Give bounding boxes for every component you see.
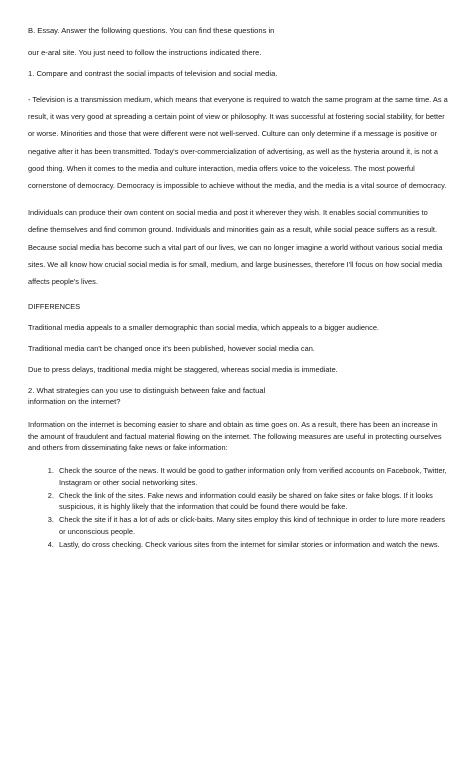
measure-item-2: 2. Check the link of the sites. Fake news and information could easily be shared on fake sites or fake blogs. If it looks suspicious, it is highly likely that the information that could be found there would be fake. [56, 490, 448, 513]
social-media-paragraph: Individuals can produce their own content on social media and post it wherever they wish. It enables social communities to define themselves and find common ground. Individuals and minorities gain as a result, while social peace suffers as a result. Because social media has become such a vital part of our lives, we can no longer imagine a world without various social media sites. We all know how crucial social media is for small, medium, and large businesses, therefore I'll focus on how social media affects people's lives. [28, 208, 443, 287]
instructions-line-2: our e-aral site. You just need to follow the instructions indicated there. [28, 48, 262, 57]
difference-item-2: Traditional media can't be changed once it's been published, however social media can. [28, 344, 315, 354]
measure-item-1: 1. Check the source of the news. It would be good to gather information only from verified accounts on Facebook, Twitter, Instagram or other social networking sites. [56, 465, 448, 488]
television-paragraph: - Television is a transmission medium, which means that everyone is required to watch the same program at the same time. As a result, it was very good at spreading a certain point of view or philosophy. It was successful at fostering social stability, for better or worse. Minorities and those that were different were not well-served. Culture can only determine if a message is positive or negative after it has been transmitted. Today's over-commercialization of advertising, as well as the hysteria around it, is not a good thing. When it comes to the media and culture interaction, media offers voice to the voiceless. The most powerful cornerstone of democracy. Democracy is impossible to achieve without the media, and the media is a vital source of democracy. [28, 95, 448, 191]
question-2: 2. What strategies can you use to distinguish between fake and factual information on the internet? [28, 386, 266, 407]
question-1: 1. Compare and contrast the social impacts of television and social media. [28, 69, 278, 78]
measure-item-4: 4. Lastly, do cross checking. Check various sites from the internet for similar stories or information and watch the news. [56, 539, 448, 550]
measures-list [28, 465, 448, 550]
measure-item-3: 3. Check the site if it has a lot of ads or click-baits. Many sites employ this kind of technique in order to lure more readers or unconscious people. [56, 514, 448, 537]
differences-heading: DIFFERENCES [28, 302, 81, 312]
difference-item-1: Traditional media appeals to a smaller demographic than social media, which appeals to a bigger audience. [28, 323, 379, 333]
internet-info-paragraph: Information on the internet is becoming easier to share and obtain as time goes on. As a result, there has been an increase in the amount of fraudulent and factual material flowing on the internet. The following measures are useful in protecting ourselves and others from disseminating fake news or fake information: [28, 420, 442, 453]
instructions-line-1: B. Essay. Answer the following questions. You can find these questions in [28, 26, 275, 35]
difference-item-3: Due to press delays, traditional media might be staggered, whereas social media is immediate. [28, 365, 338, 375]
